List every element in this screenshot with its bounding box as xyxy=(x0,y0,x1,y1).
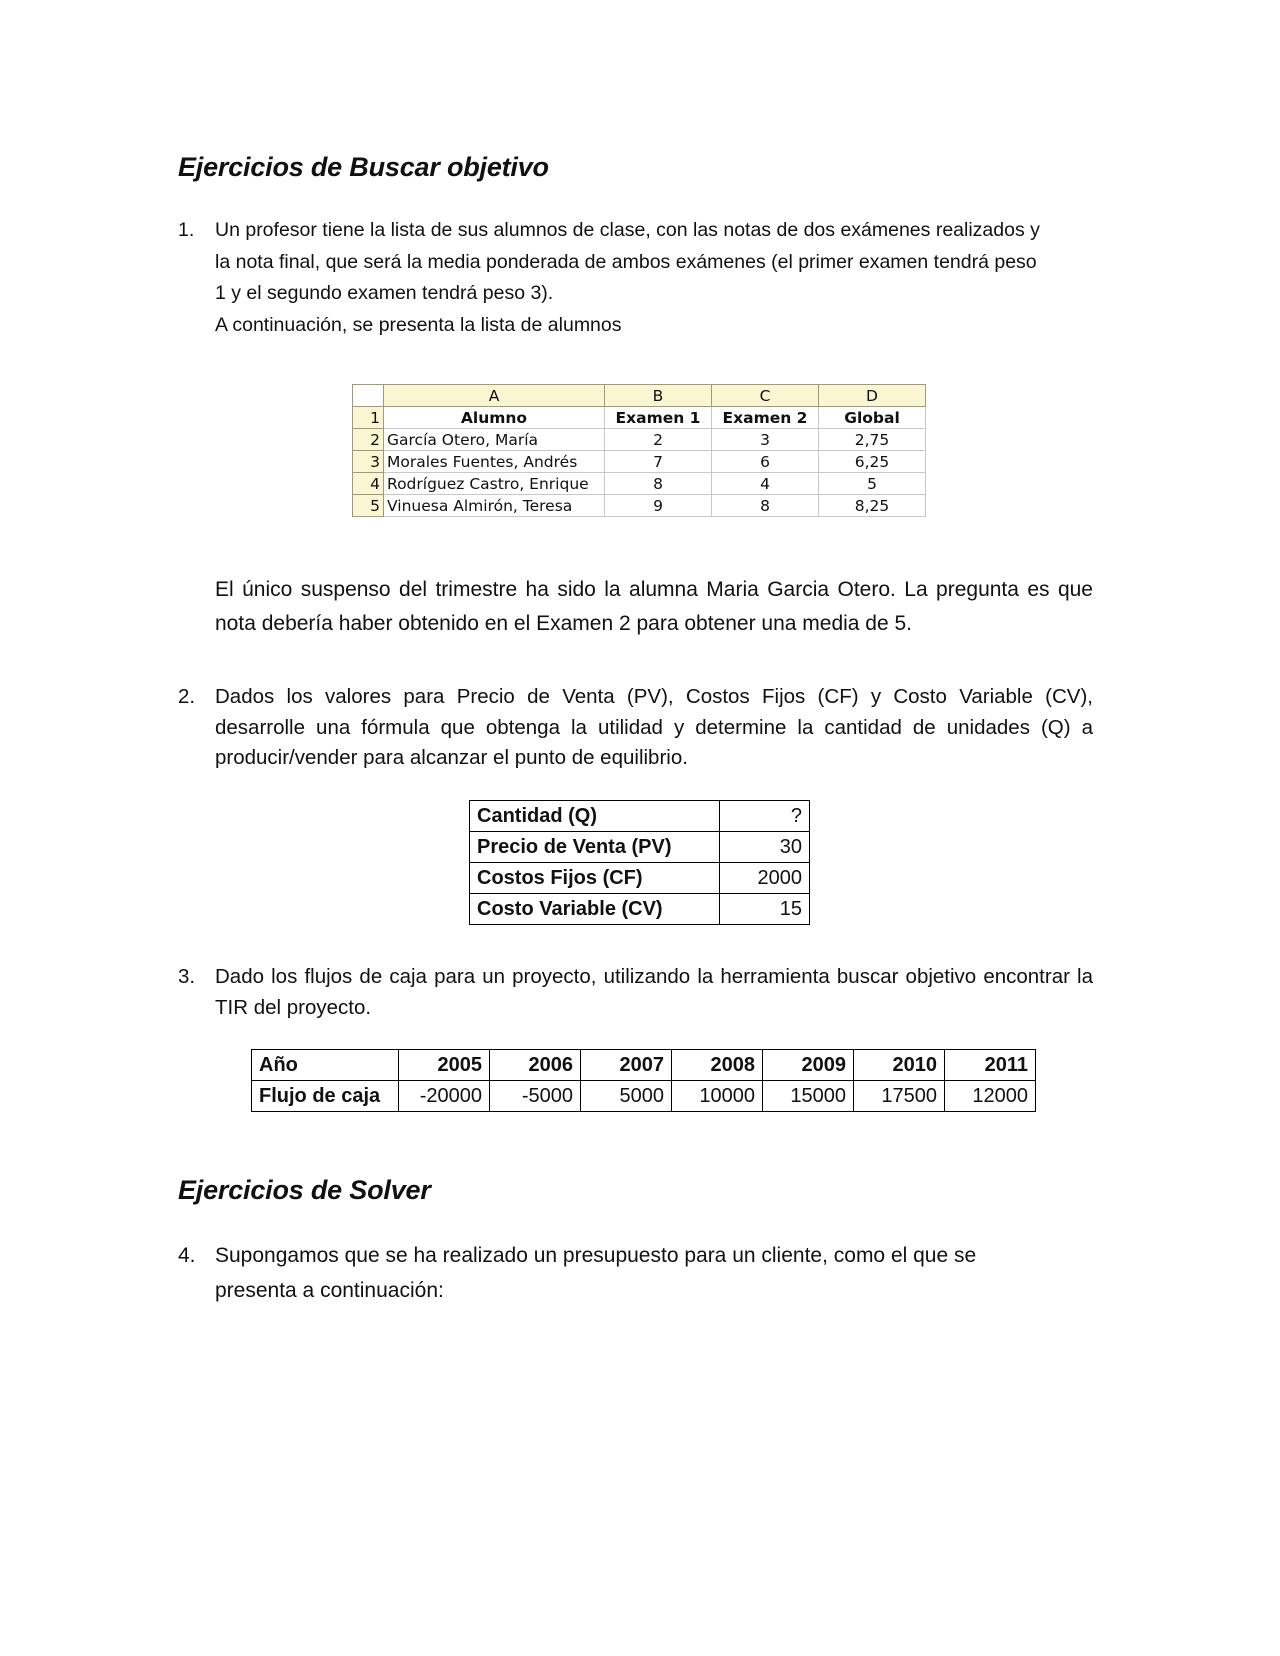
row-header: 5 xyxy=(353,495,384,517)
param-label: Precio de Venta (PV) xyxy=(470,832,720,863)
exam-1-score: 7 xyxy=(605,451,712,473)
table-row xyxy=(353,429,926,451)
header-alumno: Alumno xyxy=(384,407,605,429)
exercise-3-text: Dado los flujos de caja para un proyecto, utilizando la herramienta buscar objetivo encontrar la TIR del proyecto. xyxy=(215,965,1093,1019)
flow-cell: 12000 xyxy=(945,1081,1036,1112)
exercise-1-line-1: Un profesor tiene la lista de sus alumnos de clase, con las notas de dos exámenes realizados y xyxy=(215,219,1040,241)
flow-cell: -5000 xyxy=(490,1081,581,1112)
param-value: 30 xyxy=(720,832,810,863)
exercise-1-number: 1. xyxy=(178,219,195,241)
exam-1-score: 8 xyxy=(605,473,712,495)
param-value: ? xyxy=(720,801,810,832)
exercise-2-number: 2. xyxy=(178,685,196,708)
param-label: Costo Variable (CV) xyxy=(470,894,720,925)
exam-2-score: 8 xyxy=(712,495,819,517)
flow-cell: 15000 xyxy=(763,1081,854,1112)
row-header: 1 xyxy=(353,407,384,429)
student-name: García Otero, María xyxy=(384,429,605,451)
year-cell: 2010 xyxy=(854,1050,945,1081)
year-cell: 2005 xyxy=(399,1050,490,1081)
table-row xyxy=(353,495,926,517)
exam-1-score: 2 xyxy=(605,429,712,451)
col-header-d: D xyxy=(819,385,926,407)
global-score: 6,25 xyxy=(819,451,926,473)
student-name: Morales Fuentes, Andrés xyxy=(384,451,605,473)
global-score: 5 xyxy=(819,473,926,495)
param-value: 15 xyxy=(720,894,810,925)
header-global: Global xyxy=(819,407,926,429)
exercise-1-line-2: la nota final, que será la media ponderada de ambos exámenes (el primer examen tendrá peso xyxy=(215,250,1037,273)
exam-2-score: 6 xyxy=(712,451,819,473)
year-label: Año xyxy=(252,1050,399,1081)
table-row xyxy=(470,801,810,832)
students-spreadsheet xyxy=(352,384,926,517)
year-cell: 2009 xyxy=(763,1050,854,1081)
col-header-c: C xyxy=(712,385,819,407)
exercise-4-number: 4. xyxy=(178,1244,196,1267)
col-header-a: A xyxy=(384,385,605,407)
exercise-1-line-4: A continuación, se presenta la lista de alumnos xyxy=(215,313,622,336)
exercise-4-line-2: presenta a continuación: xyxy=(215,1279,444,1302)
exercise-2-text: Dados los valores para Precio de Venta (PV), Costos Fijos (CF) y Costo Variable (CV), desarrolle una fórmula que obtenga la utilidad y determine la cantidad de unidades (Q) a producir/vender para alcanzar el punto de equilibrio. xyxy=(215,685,1093,769)
exam-2-score: 4 xyxy=(712,473,819,495)
exam-1-score: 9 xyxy=(605,495,712,517)
table-row xyxy=(252,1081,1036,1112)
flow-cell: 17500 xyxy=(854,1081,945,1112)
table-row xyxy=(353,473,926,495)
row-header: 3 xyxy=(353,451,384,473)
exercise-3-number: 3. xyxy=(178,965,196,988)
param-label: Cantidad (Q) xyxy=(470,801,720,832)
col-header-b: B xyxy=(605,385,712,407)
table-row xyxy=(470,863,810,894)
heading-goal-seek: Ejercicios de Buscar objetivo xyxy=(178,152,549,182)
sheet-corner xyxy=(353,385,384,407)
flow-label: Flujo de caja xyxy=(252,1081,399,1112)
student-name: Vinuesa Almirón, Teresa xyxy=(384,495,605,517)
year-cell: 2006 xyxy=(490,1050,581,1081)
table-row xyxy=(470,894,810,925)
global-score: 2,75 xyxy=(819,429,926,451)
cash-flow-table xyxy=(251,1049,1036,1112)
param-value: 2000 xyxy=(720,863,810,894)
header-examen-2: Examen 2 xyxy=(712,407,819,429)
student-name: Rodríguez Castro, Enrique xyxy=(384,473,605,495)
year-cell: 2011 xyxy=(945,1050,1036,1081)
heading-solver: Ejercicios de Solver xyxy=(178,1175,431,1205)
flow-cell: -20000 xyxy=(399,1081,490,1112)
exercise-1-line-3: 1 y el segundo examen tendrá peso 3). xyxy=(215,282,554,304)
break-even-table xyxy=(469,800,810,925)
exam-2-score: 3 xyxy=(712,429,819,451)
exercise-4-line-1: Supongamos que se ha realizado un presupuesto para un cliente, como el que se xyxy=(215,1244,977,1267)
row-header: 4 xyxy=(353,473,384,495)
table-row xyxy=(252,1050,1036,1081)
flow-cell: 10000 xyxy=(672,1081,763,1112)
param-label: Costos Fijos (CF) xyxy=(470,863,720,894)
table-row xyxy=(353,451,926,473)
global-score: 8,25 xyxy=(819,495,926,517)
table-row xyxy=(470,832,810,863)
flow-cell: 5000 xyxy=(581,1081,672,1112)
exercise-1-question-text: El único suspenso del trimestre ha sido la alumna Maria Garcia Otero. La pregunta es que nota debería haber obtenido en el Examen 2 para obtener una media de 5. xyxy=(215,578,1093,635)
header-examen-1: Examen 1 xyxy=(605,407,712,429)
year-cell: 2008 xyxy=(672,1050,763,1081)
year-cell: 2007 xyxy=(581,1050,672,1081)
row-header: 2 xyxy=(353,429,384,451)
